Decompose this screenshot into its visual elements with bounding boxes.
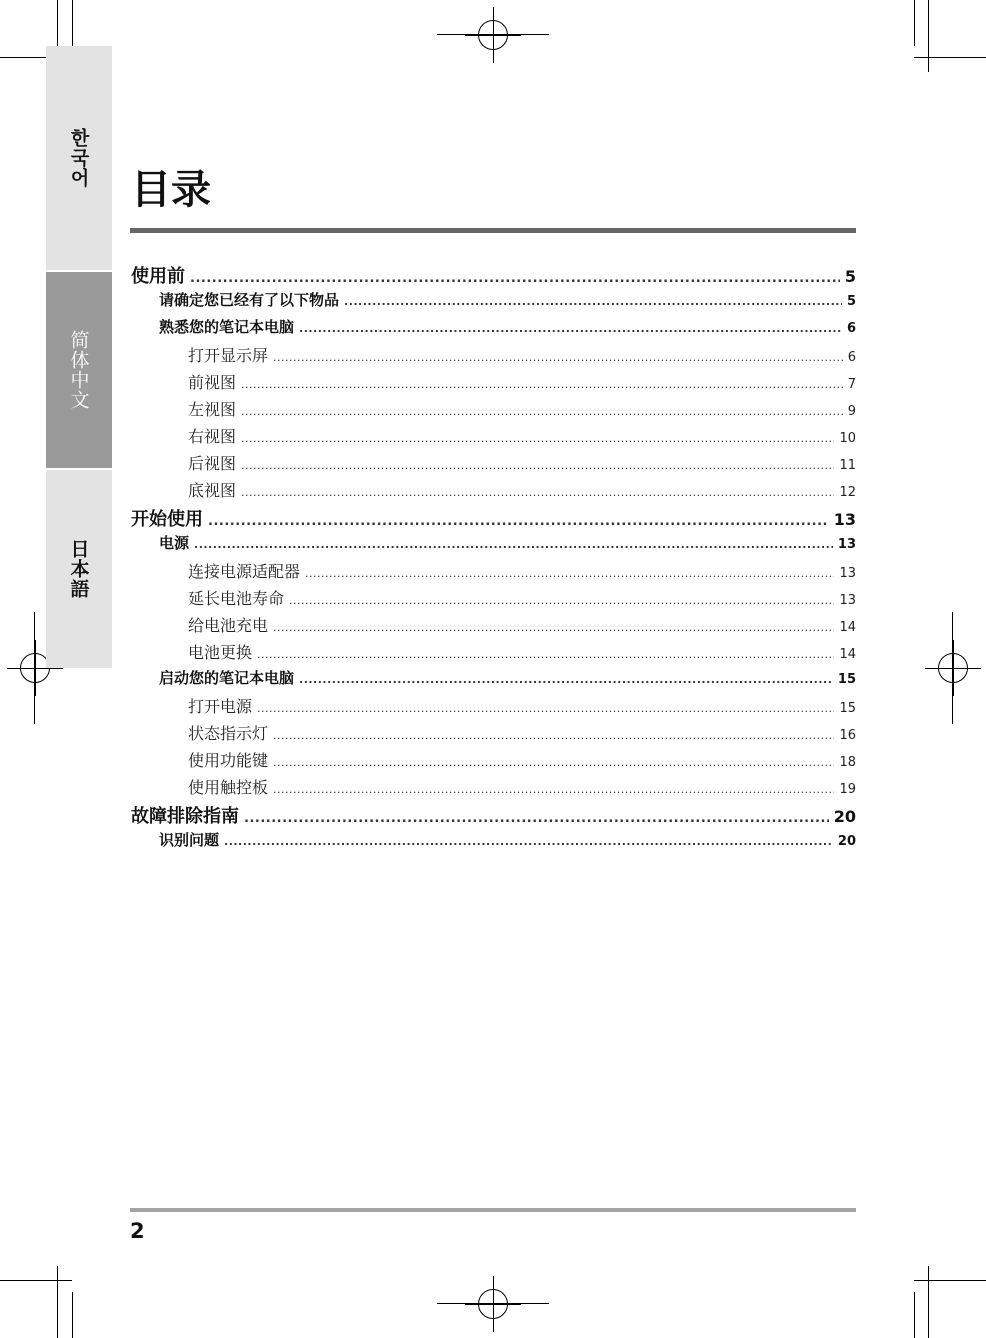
toc-entry-label: 电池更换 [188, 643, 253, 662]
toc-dot-leader [273, 783, 834, 796]
toc-dot-leader [241, 378, 843, 391]
toc-entry-label: 底视图 [188, 481, 237, 500]
toc-dot-leader [273, 756, 834, 769]
toc-entry[interactable] [131, 451, 856, 478]
toc-entry[interactable] [131, 802, 856, 829]
toc-dot-leader [299, 322, 842, 335]
toc-entry[interactable] [131, 586, 856, 613]
tab-simplified-chinese[interactable] [46, 272, 112, 470]
table-of-contents [131, 262, 856, 856]
toc-entry-label: 给电池充电 [188, 616, 269, 635]
tab-japanese[interactable] [46, 470, 112, 668]
toc-entry[interactable] [131, 613, 856, 640]
toc-entry[interactable] [131, 397, 856, 424]
toc-entry-page: 12 [839, 485, 856, 500]
toc-dot-leader [241, 432, 834, 445]
toc-dot-leader [289, 594, 834, 607]
toc-entry-page: 20 [837, 834, 856, 849]
toc-entry-label: 请确定您已经有了以下物品 [159, 291, 340, 309]
toc-dot-leader [273, 351, 843, 364]
toc-dot-leader [190, 271, 840, 286]
toc-entry[interactable] [131, 424, 856, 451]
page-number: 2 [130, 1219, 145, 1243]
toc-entry-page: 5 [844, 267, 856, 286]
toc-dot-leader [241, 486, 834, 499]
toc-entry-page: 7 [847, 377, 856, 392]
toc-entry-page: 13 [839, 593, 856, 608]
toc-entry-label: 熟悉您的笔记本电脑 [159, 318, 295, 336]
toc-dot-leader [257, 648, 834, 661]
toc-dot-leader [241, 459, 834, 472]
toc-entry-page: 13 [839, 566, 856, 581]
toc-dot-leader [305, 567, 834, 580]
toc-entry-page: 9 [847, 404, 856, 419]
tab-korean[interactable] [46, 46, 112, 272]
toc-entry-page: 14 [839, 647, 856, 662]
toc-dot-leader [299, 673, 833, 686]
toc-entry-label: 延长电池寿命 [188, 589, 285, 608]
registration-mark-right [938, 653, 968, 683]
toc-entry-label: 使用触控板 [188, 778, 269, 797]
toc-entry-page: 15 [837, 672, 856, 687]
toc-entry-label: 识别问题 [159, 831, 220, 849]
toc-entry-label: 前视图 [188, 373, 237, 392]
toc-entry[interactable] [131, 748, 856, 775]
toc-entry[interactable] [131, 640, 856, 667]
toc-entry[interactable] [131, 262, 856, 289]
toc-entry-page: 13 [833, 510, 856, 529]
toc-entry[interactable] [131, 478, 856, 505]
toc-entry-page: 6 [847, 350, 856, 365]
title-divider [130, 228, 856, 233]
tab-japanese-label: 日本語 [67, 539, 90, 599]
toc-entry-label: 打开显示屏 [188, 346, 269, 365]
toc-entry[interactable] [131, 667, 856, 694]
toc-dot-leader [257, 702, 834, 715]
toc-entry-page: 16 [839, 728, 856, 743]
toc-dot-leader [224, 835, 833, 848]
toc-dot-leader [273, 621, 834, 634]
toc-dot-leader [208, 514, 829, 529]
page-title: 目录 [131, 167, 211, 213]
toc-entry-page: 5 [846, 294, 856, 309]
toc-entry-page: 19 [839, 782, 856, 797]
toc-entry-label: 使用功能键 [188, 751, 269, 770]
registration-mark-top [478, 20, 508, 50]
toc-entry-page: 11 [839, 458, 856, 473]
toc-entry-page: 18 [839, 755, 856, 770]
toc-entry[interactable] [131, 505, 856, 532]
toc-entry-page: 15 [839, 701, 856, 716]
toc-entry-page: 6 [846, 321, 856, 336]
toc-dot-leader [344, 295, 842, 308]
toc-entry-label: 左视图 [188, 400, 237, 419]
toc-entry[interactable] [131, 343, 856, 370]
toc-entry-page: 13 [837, 537, 856, 552]
toc-entry-label: 右视图 [188, 427, 237, 446]
toc-entry-page: 20 [833, 807, 856, 826]
toc-entry[interactable] [131, 559, 856, 586]
toc-entry-label: 启动您的笔记本电脑 [159, 669, 295, 687]
toc-entry-label: 使用前 [131, 266, 185, 287]
tab-korean-label: 한국어 [67, 128, 90, 188]
toc-entry-page: 14 [839, 620, 856, 635]
toc-entry[interactable] [131, 775, 856, 802]
toc-entry-label: 打开电源 [188, 697, 253, 716]
tab-simplified-chinese-label: 简体中文 [67, 330, 90, 410]
toc-entry[interactable] [131, 289, 856, 316]
toc-dot-leader [273, 729, 834, 742]
toc-entry-label: 电源 [159, 534, 190, 552]
toc-entry[interactable] [131, 721, 856, 748]
toc-dot-leader [244, 811, 829, 826]
toc-dot-leader [241, 405, 843, 418]
toc-entry-label: 连接电源适配器 [188, 562, 301, 581]
toc-entry-label: 故障排除指南 [131, 806, 239, 827]
toc-dot-leader [194, 538, 833, 551]
registration-mark-bottom [478, 1289, 508, 1319]
toc-entry-label: 状态指示灯 [188, 724, 269, 743]
footer-divider [130, 1208, 856, 1212]
toc-entry[interactable] [131, 532, 856, 559]
toc-entry-label: 后视图 [188, 454, 237, 473]
toc-entry[interactable] [131, 694, 856, 721]
toc-entry-label: 开始使用 [131, 509, 203, 530]
toc-entry-page: 10 [839, 431, 856, 446]
toc-entry[interactable] [131, 316, 856, 343]
toc-entry[interactable] [131, 829, 856, 856]
toc-entry[interactable] [131, 370, 856, 397]
